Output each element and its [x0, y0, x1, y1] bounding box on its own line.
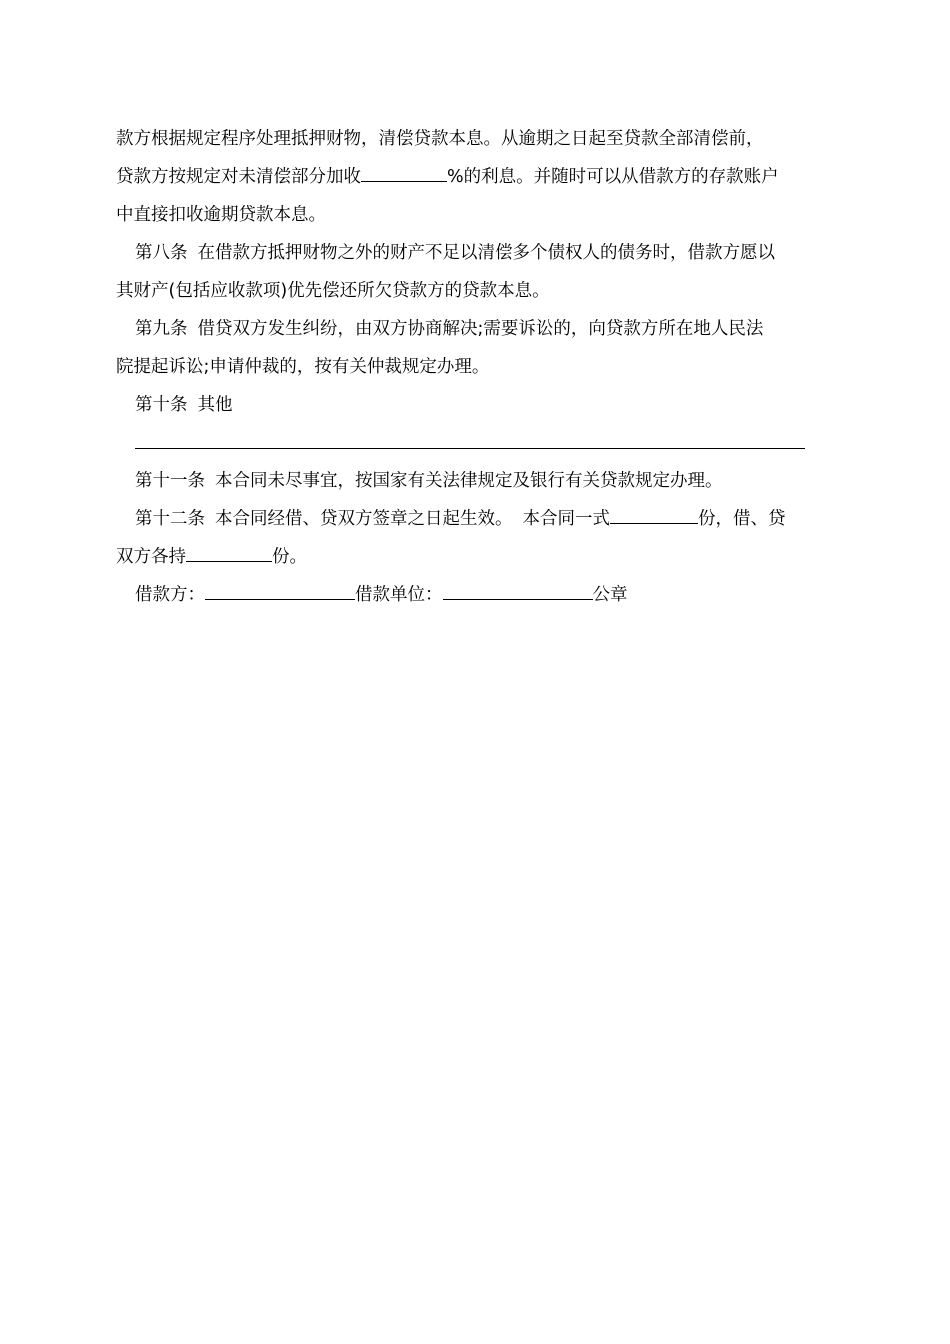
borrowing-unit-label: 借款单位： — [355, 585, 443, 605]
article10-underline — [135, 448, 805, 449]
article9-line1 — [116, 310, 836, 348]
article8-line1 — [116, 234, 836, 272]
para1-line1-text: 款方根据规定程序处理抵押财物，清偿贷款本息。从逾期之日起至贷款全部清偿前， — [116, 129, 764, 149]
total-copies-blank[interactable] — [610, 504, 698, 524]
para1-line3-text: 中直接扣收逾期贷款本息。 — [116, 205, 326, 225]
article10-heading: 第十条 — [135, 395, 188, 415]
para1-line1 — [116, 120, 836, 158]
contract-body — [116, 120, 836, 614]
borrowing-unit-blank[interactable] — [443, 580, 593, 600]
article12-heading: 第十二条 — [135, 509, 205, 529]
article12-line1-text: 本合同经借、贷双方签章之日起生效。 — [215, 509, 513, 529]
article11-text: 本合同未尽事宜，按国家有关法律规定及银行有关贷款规定办理。 — [215, 471, 723, 491]
para1-line2 — [116, 158, 836, 196]
each-party-copies-blank[interactable] — [186, 542, 272, 562]
para1-line3 — [116, 196, 836, 234]
article8-line1-text: 在借款方抵押财物之外的财产不足以清偿多个债权人的债务时，借款方愿以 — [197, 243, 775, 263]
article9-line2 — [116, 348, 836, 386]
article8-line2 — [116, 272, 836, 310]
article12-copies-after: 份，借、贷 — [698, 509, 786, 529]
article12-line1 — [116, 500, 836, 538]
article10-line — [116, 386, 836, 424]
article12-copies-before: 本合同一式 — [522, 509, 610, 529]
article12-line2-before: 双方各持 — [116, 547, 186, 567]
article8-heading: 第八条 — [135, 243, 188, 263]
para1-line2-after: %的利息。并随时可以从借款方的存款账户 — [447, 167, 779, 187]
interest-rate-blank[interactable] — [361, 162, 447, 182]
article9-line2-text: 院提起诉讼;申请仲裁的，按有关仲裁规定办理。 — [116, 357, 490, 377]
article11-line — [116, 462, 836, 500]
article8-line2-text: 其财产(包括应收款项)优先偿还所欠贷款方的贷款本息。 — [116, 281, 550, 301]
article9-heading: 第九条 — [135, 319, 188, 339]
para1-line2-before: 贷款方按规定对未清偿部分加收 — [116, 167, 361, 187]
article12-line2-after: 份。 — [272, 547, 307, 567]
article9-line1-text: 借贷双方发生纠纷，由双方协商解决;需要诉讼的，向贷款方所在地人民法 — [197, 319, 764, 339]
article11-heading: 第十一条 — [135, 471, 205, 491]
borrower-label: 借款方： — [135, 585, 205, 605]
signature-line — [116, 576, 836, 614]
seal-label: 公章 — [592, 585, 628, 605]
article10-text: 其他 — [197, 395, 233, 415]
borrower-name-blank[interactable] — [205, 580, 355, 600]
article12-line2 — [116, 538, 836, 576]
article10-fill-line[interactable] — [116, 424, 836, 462]
